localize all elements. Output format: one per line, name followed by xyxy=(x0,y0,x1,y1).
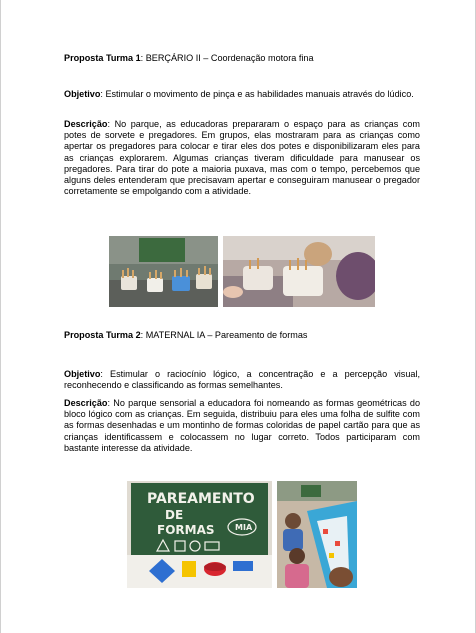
photo-ice-cream-pots xyxy=(109,236,218,307)
section1-objective: Objetivo: Estimular o movimento de pinça e as habilidades manuais através do lúdico. xyxy=(64,89,414,99)
photo-chalkboard-shapes xyxy=(127,481,272,588)
chalkboard-line1: PAREAMENTO xyxy=(147,491,255,507)
section1-description: Descrição: No parque, as educadoras prepararam o espaço para as crianças com potes de sorvete e pregadores. Em grupos, elas mostraram para as crianças como apertar os pregadores para colocar e tirar eles dos potes e disponibilizaram eles para as crianças explorarem. Algumas crianças tiveram dificuldade para manusear os pregadores. Para tirar do pote a maioria puxava, mas com o tempo, percebemos que alguns deles entenderam que precisavam apertar e conseguiram manusear o pregador corretamente se empolgando com a atividade. xyxy=(64,119,420,197)
section1-heading: Proposta Turma 1: BERÇÁRIO II – Coordenação motora fina xyxy=(64,53,314,63)
chalkboard-line3: FORMAS xyxy=(157,523,215,537)
section2-heading: Proposta Turma 2: MATERNAL IA – Pareamento de formas xyxy=(64,330,308,340)
section2-objective: Objetivo: Estimular o raciocínio lógico, a concentração e a percepção visual, reconhecendo e classificando as formas semelhantes. xyxy=(64,369,420,391)
photo-children-playing xyxy=(223,236,375,307)
section2-description: Descrição: No parque sensorial a educadora foi nomeando as formas geométricas do bloco lógico com as crianças. Em seguida, distribuiu para eles uma folha de sulfite com as formas desenhadas e um montinho de formas coloridas de papel cartão para que as crianças identificassem e colocassem no lugar correto. Todos participaram com bastante interesse da atividade. xyxy=(64,398,420,453)
photo-children-table xyxy=(277,481,357,588)
chalkboard-badge: MIA xyxy=(235,523,253,532)
chalkboard-line2: DE xyxy=(165,508,184,522)
